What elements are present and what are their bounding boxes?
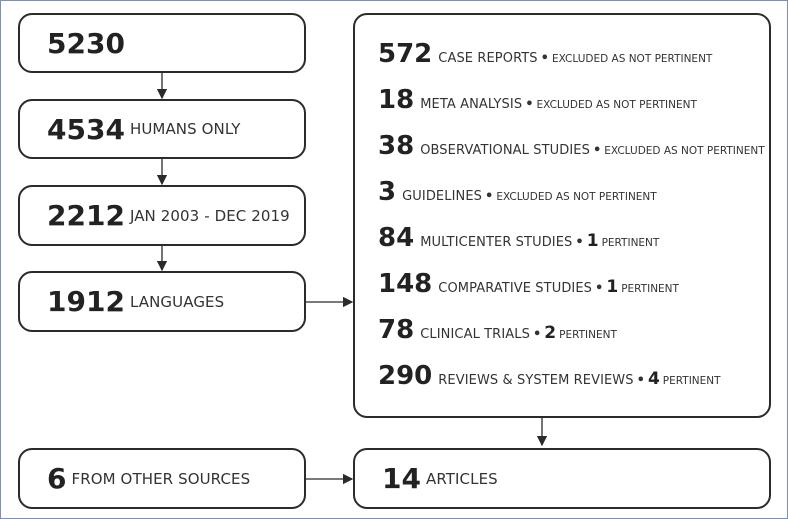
step-count: 2212 xyxy=(47,199,125,232)
category-separator: • xyxy=(540,51,549,66)
category-row xyxy=(378,223,769,269)
step-humans-box xyxy=(18,99,306,159)
category-row xyxy=(378,85,769,131)
category-note: EXCLUDED AS NOT PERTINENT xyxy=(496,191,657,203)
category-separator: • xyxy=(636,373,645,388)
categories-box xyxy=(353,13,771,418)
result-box xyxy=(353,448,771,509)
category-count: 290 xyxy=(378,361,433,391)
category-note: PERTINENT xyxy=(621,283,679,295)
other-sources-count: 6 xyxy=(47,462,67,495)
category-row xyxy=(378,39,769,85)
category-count: 84 xyxy=(378,223,415,253)
result-count: 14 xyxy=(382,462,421,495)
category-separator: • xyxy=(532,327,542,342)
pertinent-count: 2 xyxy=(544,323,557,343)
step-label: JAN 2003 - DEC 2019 xyxy=(129,206,290,225)
category-count: 38 xyxy=(378,131,415,161)
category-separator: • xyxy=(575,235,584,250)
category-count: 148 xyxy=(378,269,433,299)
category-note: PERTINENT xyxy=(559,329,617,341)
pertinent-count: 4 xyxy=(647,369,660,389)
category-label: MULTICENTER STUDIES xyxy=(420,235,573,250)
category-note: PERTINENT xyxy=(662,375,721,387)
category-separator: • xyxy=(595,281,604,296)
category-note: EXCLUDED AS NOT PERTINENT xyxy=(604,145,765,157)
other-sources-box xyxy=(18,448,306,509)
category-row xyxy=(378,131,769,177)
step-languages-box xyxy=(18,271,306,332)
other-sources-label: FROM OTHER SOURCES xyxy=(71,469,251,488)
category-label: OBSERVATIONAL STUDIES xyxy=(420,143,590,158)
category-note: PERTINENT xyxy=(601,237,660,249)
category-label: CASE REPORTS xyxy=(438,51,538,66)
category-separator: • xyxy=(592,143,602,158)
step-dates-box xyxy=(18,185,306,246)
category-count: 18 xyxy=(378,85,415,115)
category-count: 3 xyxy=(378,177,397,207)
step-label: HUMANS ONLY xyxy=(129,120,241,138)
category-row xyxy=(378,361,769,407)
category-separator: • xyxy=(485,189,494,204)
category-separator: • xyxy=(525,97,534,112)
pertinent-count: 1 xyxy=(586,231,599,251)
step-total-box xyxy=(18,13,306,73)
category-label: CLINICAL TRIALS xyxy=(420,327,530,342)
category-count: 78 xyxy=(378,315,415,345)
step-count: 4534 xyxy=(47,112,125,146)
category-label: REVIEWS & SYSTEM REVIEWS xyxy=(438,373,634,388)
category-row xyxy=(378,177,769,223)
category-label: GUIDELINES xyxy=(402,189,483,204)
category-row xyxy=(378,315,769,361)
result-label: ARTICLES xyxy=(425,469,498,488)
category-count: 572 xyxy=(378,39,433,69)
category-label: META ANALYSIS xyxy=(420,97,523,112)
step-label: LANGUAGES xyxy=(129,292,225,311)
category-row xyxy=(378,269,769,315)
category-label: COMPARATIVE STUDIES xyxy=(438,281,593,296)
step-count: 5230 xyxy=(47,26,125,60)
category-note: EXCLUDED AS NOT PERTINENT xyxy=(536,99,697,111)
step-count: 1912 xyxy=(47,285,125,318)
category-note: EXCLUDED AS NOT PERTINENT xyxy=(551,53,713,65)
pertinent-count: 1 xyxy=(606,277,619,297)
